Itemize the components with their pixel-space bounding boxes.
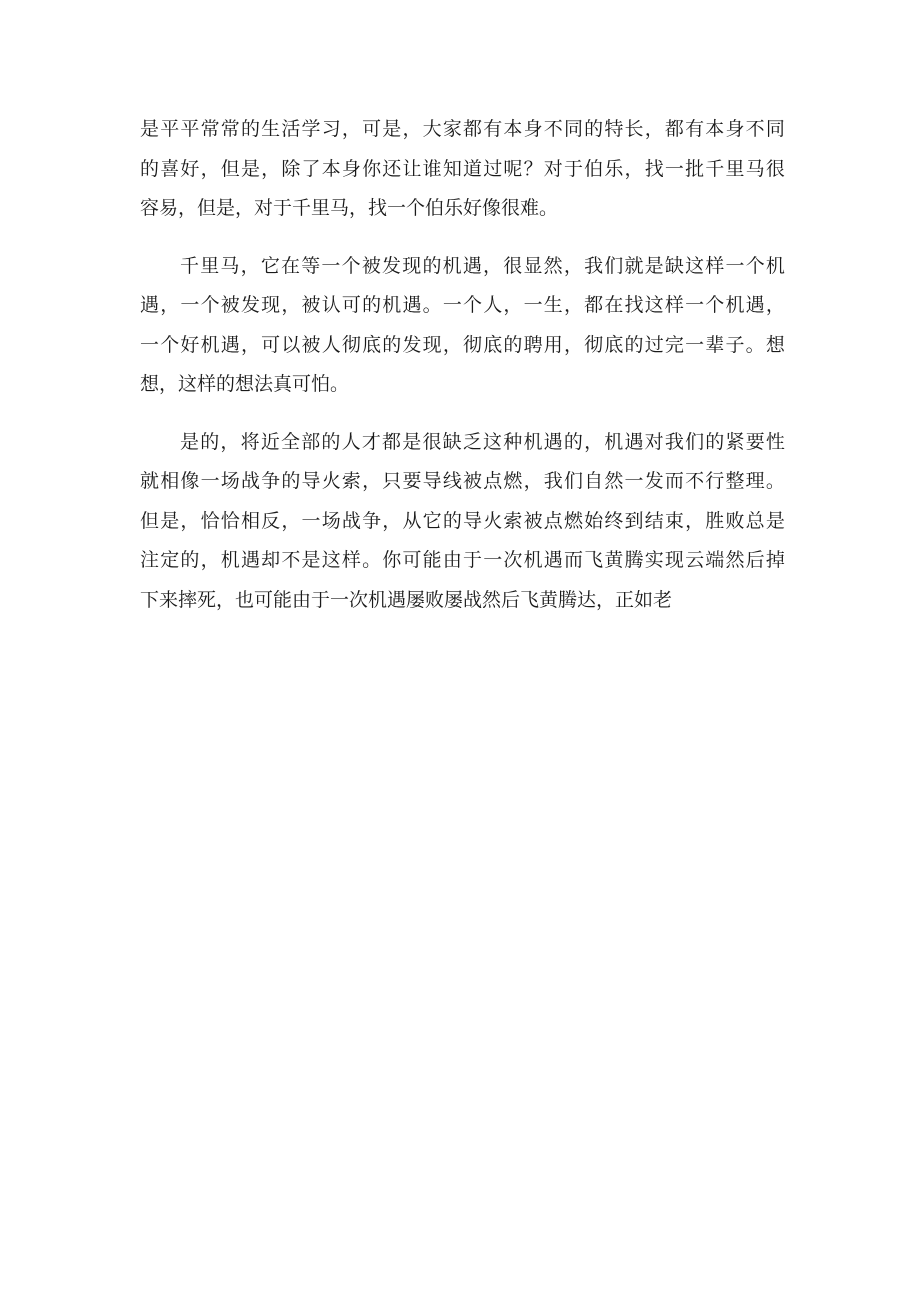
text-line: 的 喜 好 ， 但 是 ， 除 了 本 身 你 还 让 谁 知 道 过 呢 ？ 对 于 伯 乐 ， 找 一 批 千 里 马 很 (140, 157, 785, 180)
paragraph (140, 423, 785, 621)
text-line: 一 个 好 机 遇 ， 可 以 被 人 彻 底 的 发 现 ， 彻 底 的 聘 用 ， 彻 底 的 过 完 一 辈 子 。 想 (140, 333, 785, 356)
text-line: 但 是 ， 恰 恰 相 反 ， 一 场 战 争 ， 从 它 的 导 火 索 被 点 燃 始 终 到 结 束 ， 胜 败 总 是 (140, 509, 785, 532)
text-line: 下来摔死，也可能由于一次机遇屡败屡战然后飞黄腾达，正如老 (140, 588, 673, 611)
paragraph (140, 247, 785, 405)
text-line: 想，这样的想法真可怕。 (140, 373, 350, 395)
text-line: 注 定 的 ， 机 遇 却 不 是 这 样 。 你 可 能 由 于 一 次 机 遇 而 飞 黄 腾 实 现 云 端 然 后 掉 (140, 549, 785, 571)
text-line: 千 里 马 ， 它 在 等 一 个 被 发 现 的 机 遇 ， 很 显 然 ， 我 们 就 是 缺 这 样 一 个 机 (180, 254, 785, 277)
text-line: 就 相 像 一 场 战 争 的 导 火 索 ， 只 要 导 线 被 点 燃 ， 我 们 自 然 一 发 而 不 行 整 理 。 (140, 470, 785, 492)
text-line: 容易，但是，对于千里马，找一个伯乐好像很难。 (140, 197, 559, 219)
paragraph (140, 110, 785, 229)
text-line: 是 的 ， 将 近 全 部 的 人 才 都 是 很 缺 乏 这 种 机 遇 的 ， 机 遇 对 我 们 的 紧 要 性 (180, 430, 785, 453)
text-line: 遇 ， 一 个 被 发 现 ， 被 认 可 的 机 遇 。 一 个 人 ， 一 生 ， 都 在 找 这 样 一 个 机 遇 ， (140, 294, 785, 316)
text-line: 是 平 平 常 常 的 生 活 学 习 ， 可 是 ， 大 家 都 有 本 身 不 同 的 特 长 ， 都 有 本 身 不 同 (140, 118, 785, 140)
document-body (140, 110, 785, 620)
